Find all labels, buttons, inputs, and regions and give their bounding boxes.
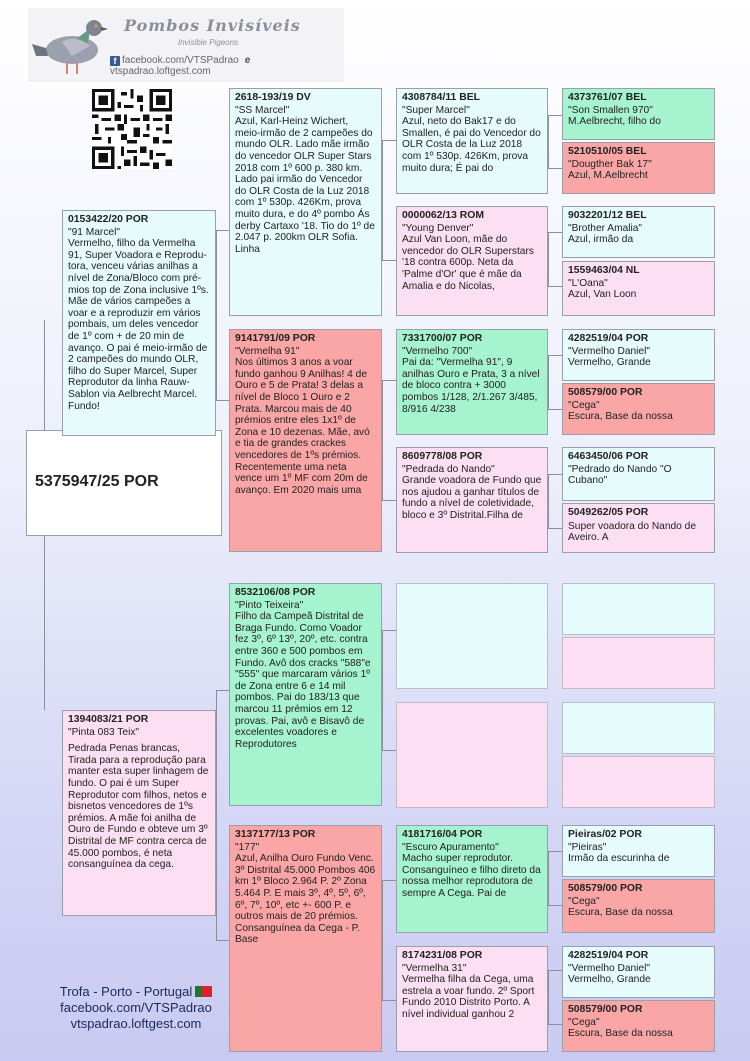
gggp-ring: 4282519/04 POR (568, 333, 649, 344)
ggp-box-1 (396, 88, 548, 194)
connector-line (548, 232, 549, 286)
connector-line (216, 230, 229, 231)
footer-facebook-link[interactable]: facebook.com/VTSPadrao (60, 1000, 212, 1015)
logo-site-link[interactable]: vtspadrao.loftgest.com (110, 66, 211, 77)
connector-line (548, 409, 562, 410)
gggp-box-8 (562, 503, 715, 553)
ggp-name: "Young Denver" (402, 222, 474, 234)
gggp-ring: 9032201/12 BEL (568, 210, 647, 221)
connector-line (44, 536, 45, 710)
gggp-name: "Cega" (568, 399, 600, 411)
paternal-granddam-desc: Nos últimos 3 anos a voar fundo ganhou 9 Anilhas! 4 de Ouro e 5 de Prata! 3 delas a nível de Bloco 1 Ouro e 2 Prata. Marcou mais de 40 prémios entre eles 1x1º de Zona e 10 dezenas. Mãe, avó e tia de grandes crackes vencedores de 1ºs prémios. Recentemente uma neta vence um 1º MF com 20m de avanço. Em 2020 mais uma (235, 357, 370, 496)
gggp-ring: 5049262/05 POR (568, 507, 649, 518)
gggp-desc: Vermelho, Grande (568, 974, 651, 986)
ggp-desc: Vermelha filha da Cega, uma estrela a voar fundo. 2º Sport Fundo 2010 Distrito Porto. A nível individual ganhou 2 (402, 974, 535, 1020)
qr-code (92, 89, 172, 169)
connector-line (382, 140, 396, 141)
connector-line (216, 690, 217, 940)
dam-ring: 1394083/21 POR (68, 714, 149, 725)
logo-banner (28, 8, 344, 82)
connector-line (548, 474, 549, 528)
connector-line (382, 630, 396, 631)
connector-line (548, 168, 562, 169)
ggp-desc: Pai da: "Vermelha 91", 9 anilhas Ouro e Prata, 3 a nível de bloco contra + 3000 pombos 1/128, 2/1.267 3/485, 8/916 4/238 (402, 357, 540, 415)
connector-line (548, 851, 549, 905)
gggp-box-1 (562, 88, 715, 140)
ggp-ring: 4308784/11 BEL (402, 92, 480, 103)
gggp-desc: Vermelho, Grande (568, 357, 651, 369)
gggp-box-empty-1 (562, 583, 715, 635)
gggp-name: "Brother Amalia" (568, 222, 643, 234)
connector-line (548, 355, 549, 409)
connector-line (382, 1000, 396, 1001)
connector-line (382, 260, 396, 261)
connector-line (382, 500, 396, 501)
gggp-desc: Azul, Van Loon (568, 289, 637, 301)
ggp-ring: 8174231/08 POR (402, 950, 483, 961)
footer-location (36, 984, 236, 1000)
connector-line (548, 970, 549, 1024)
gggp-desc: Escura, Base da nossa (568, 1028, 673, 1040)
ggp-box-2 (396, 206, 548, 316)
connector-line (382, 750, 396, 751)
gggp-ring: 508579/00 POR (568, 883, 643, 894)
gggp-ring: 6463450/06 POR (568, 451, 649, 462)
ggp-name: "Super Marcel" (402, 104, 470, 116)
connector-line (548, 474, 562, 475)
maternal-grandsire-ring: 8532106/08 POR (235, 587, 316, 598)
ggp-name: "Escuro Apuramento" (402, 841, 499, 853)
gggp-box-empty-2 (562, 637, 715, 689)
e-icon: e (244, 55, 251, 66)
connector-line (382, 880, 383, 1000)
connector-line (382, 380, 383, 500)
paternal-granddam-name: "Vermelha 91" (235, 345, 300, 357)
maternal-granddam-ring: 3137177/13 POR (235, 829, 316, 840)
gggp-ring: 5210510/05 BEL (568, 146, 647, 157)
connector-line (548, 232, 562, 233)
maternal-granddam-box (229, 825, 382, 1052)
connector-line (382, 880, 396, 881)
paternal-granddam-ring: 9141791/09 POR (235, 333, 316, 344)
connector-line (548, 115, 562, 116)
paternal-grandsire-box (229, 88, 382, 316)
connector-line (382, 630, 383, 750)
ggp-box-empty-1 (396, 583, 548, 689)
gggp-box-3 (562, 206, 715, 258)
gggp-box-7 (562, 447, 715, 501)
ggp-ring: 0000062/13 ROM (402, 210, 485, 221)
connector-line (216, 230, 217, 400)
gggp-name: "Dougther Bak 17" (568, 158, 652, 170)
connector-line (44, 320, 45, 430)
connector-line (216, 690, 229, 691)
ggp-desc: Azul, neto do Bak17 e do Smallen, é pai do Vencedor do OLR Costa de la Luz 2018 com 1º 530p. 426Km, prova muito dura; É pai do (402, 116, 541, 174)
footer-location-text: Trofa - Porto - Portugal (59, 984, 193, 999)
ggp-name: "Pedrada do Nando" (402, 463, 495, 475)
gggp-ring: 508579/00 POR (568, 1004, 643, 1015)
gggp-desc: M.Aelbrecht, filho do (568, 116, 661, 128)
gggp-name: "Cega" (568, 895, 600, 907)
paternal-grandsire-ring: 2618-193/19 DV (235, 92, 311, 103)
connector-line (548, 115, 549, 168)
ggp-box-empty-2 (396, 702, 548, 808)
logo-subtitle: Invisible Pigeons (178, 38, 239, 47)
ggp-box-3 (396, 329, 548, 435)
connector-line (548, 1024, 562, 1025)
logo-facebook-link[interactable]: facebook.com/VTSPadrao (122, 55, 239, 66)
footer-site-link[interactable]: vtspadrao.loftgest.com (70, 1016, 202, 1031)
maternal-granddam-desc: Azul, Anilha Ouro Fundo Venc. 3º Distrital 45.000 Pombos 406 km 1º Bloco 2.964 P. 2º Zona 5.464 P. E mais 3º, 4º, 5º, 6º, 6º, 7º, 10º, etc +- 600 P. e outros mais de 20 prémios. Consanguínea da Cega - P. Base (235, 853, 376, 946)
gggp-name: "Pieiras" (568, 841, 607, 853)
gggp-box-6 (562, 383, 715, 435)
gggp-desc: Azul, M.Aelbrecht (568, 170, 648, 182)
logo-links (110, 55, 344, 77)
dam-name: "Pinta 083 Teix" (68, 726, 140, 738)
gggp-name: "Pedrado do Nando "O Cubano" (568, 463, 672, 487)
connector-line (382, 140, 383, 260)
gggp-desc: Escura, Base da nossa (568, 907, 673, 919)
ggp-desc: Macho super reprodutor. Consanguíneo e filho direto da nossa melhor reprodutora de sempre A Cega. Pai de (402, 853, 541, 899)
gggp-name: "Son Smallen 970" (568, 104, 653, 116)
facebook-icon: f (110, 56, 120, 66)
gggp-desc: Azul, irmão da (568, 234, 634, 246)
footer (36, 984, 236, 1032)
connector-line (548, 851, 562, 852)
gggp-box-empty-4 (562, 756, 715, 808)
ggp-ring: 7331700/07 POR (402, 333, 483, 344)
gggp-ring: 4282519/04 POR (568, 950, 649, 961)
gggp-box-empty-3 (562, 702, 715, 754)
gggp-box-13 (562, 825, 715, 877)
paternal-grandsire-desc: Azul, Karl-Heinz Wichert, meio-irmão de 2 campeões do mundo OLR. Lado mãe irmão do vencedor OLR Super Stars 2018 com 1º 600 p. 380 km. Lado pai irmão do Vencedor do OLR Costa de la Luz 2018 com 1º 530p. 426Km, prova muito dura, e do 4º pombo Ás derby Cartaxo '18. Tio do 1º de 2.047 p. 200km OLR Sofia. Linha (235, 116, 375, 255)
gggp-desc: Irmão da escurinha de (568, 853, 670, 865)
ggp-ring: 4181716/04 POR (402, 829, 483, 840)
connector-line (216, 940, 229, 941)
logo-title: Pombos Invisíveis (124, 16, 301, 35)
connector-line (548, 905, 562, 906)
ggp-desc: Azul Van Loon, mãe do vencedor do OLR Superstars '18 contra 600p. Neta da 'Palme d'Or' que é mãe da Amalia e do Nicolas, (402, 234, 534, 292)
ggp-box-4 (396, 447, 548, 553)
connector-line (382, 380, 396, 381)
connector-line (216, 400, 229, 401)
gggp-ring: Pieiras/02 POR (568, 829, 642, 840)
maternal-grandsire-box (229, 583, 382, 806)
sire-box (62, 210, 216, 436)
subject-box (26, 430, 222, 536)
dam-desc: Pedrada Penas brancas, Tirada para a reprodução para manter esta super linhagem de fundo. O pai é um Super Reprodutor com filhos, netos e bisnetos vencedores de 1ºs prémios. A mãe foi anilha de Ouro de Fundo e obteve um 3º Distrital de MF contra cerca de 45.000 pombos, é neta consanguínea da cega. (68, 743, 209, 871)
gggp-ring: 508579/00 POR (568, 387, 643, 398)
gggp-ring: 1559463/04 NL (568, 265, 640, 276)
connector-line (548, 970, 562, 971)
gggp-name: "Vermelho Daniel" (568, 345, 650, 357)
gggp-box-15 (562, 946, 715, 998)
gggp-desc: Escura, Base da nossa (568, 411, 673, 423)
gggp-ring: 4373761/07 BEL (568, 92, 647, 103)
gggp-name: "Vermelho Daniel" (568, 962, 650, 974)
maternal-grandsire-name: "Pinto Teixeira" (235, 599, 304, 611)
gggp-box-2 (562, 142, 715, 194)
maternal-granddam-name: "177" (235, 841, 260, 853)
gggp-box-14 (562, 879, 715, 933)
gggp-box-5 (562, 329, 715, 381)
sire-name: "91 Marcel" (68, 226, 120, 238)
dam-box (62, 710, 216, 916)
ggp-desc: Grande voadora de Fundo que nos ajudou a ganhar títulos de fundo a nível de coletividade, bloco e 3º Distrital.Filha de (402, 475, 542, 521)
ggp-ring: 8609778/08 POR (402, 451, 483, 462)
maternal-grandsire-desc: Filho da Campeã Distrital de Braga Fundo. Como Voador fez 3º, 6º 13º, 20º, etc. contra entre 360 e 500 pombos em Fundo. Avô dos cracks "588"e "555" que marcaram vários 1º de Zona entre 6 e 14 mil pombos. Pai do 183/13 que marcou 11 prémios em 12 provas. Pai, avô e Bisavô de excelentes voadores e Reprodutores (235, 611, 371, 750)
subject-ring: 5375947/25 POR (35, 473, 159, 490)
gggp-box-16 (562, 1000, 715, 1052)
connector-line (548, 286, 562, 287)
portugal-flag-icon (195, 986, 212, 997)
pigeon-icon (32, 12, 110, 78)
paternal-granddam-box (229, 329, 382, 552)
ggp-name: "Vermelho 700" (402, 345, 473, 357)
connector-line (548, 528, 562, 529)
gggp-desc: Super voadora do Nando de Aveiro. A (568, 520, 697, 544)
ggp-name: "Vermelha 31" (402, 962, 467, 974)
sire-ring: 0153422/20 POR (68, 214, 149, 225)
paternal-grandsire-name: "SS Marcel" (235, 104, 290, 116)
gggp-name: "Cega" (568, 1016, 600, 1028)
ggp-box-8 (396, 946, 548, 1052)
gggp-box-4 (562, 261, 715, 316)
gggp-name: "L'Oana" (568, 277, 608, 289)
connector-line (548, 355, 562, 356)
ggp-box-7 (396, 825, 548, 933)
sire-desc: Vermelho, filho da Vermelha 91, Super Voadora e Reprodu-tora, venceu várias anilhas a nível de Zona/Bloco com pré-mios top de Zona inclusive 1ºs. Mãe de vários campeões a voar e a reproduzir em vários pombais, um deles vencedor de 1º com + de 20 min de avanço. O pai é meio-irmão de 2 campeões do mundo OLR, filho do Super Marcel, Super Reprodutor da linha Rauw-Sablon via Aelbrecht Marcel. Fundo! (68, 238, 209, 412)
